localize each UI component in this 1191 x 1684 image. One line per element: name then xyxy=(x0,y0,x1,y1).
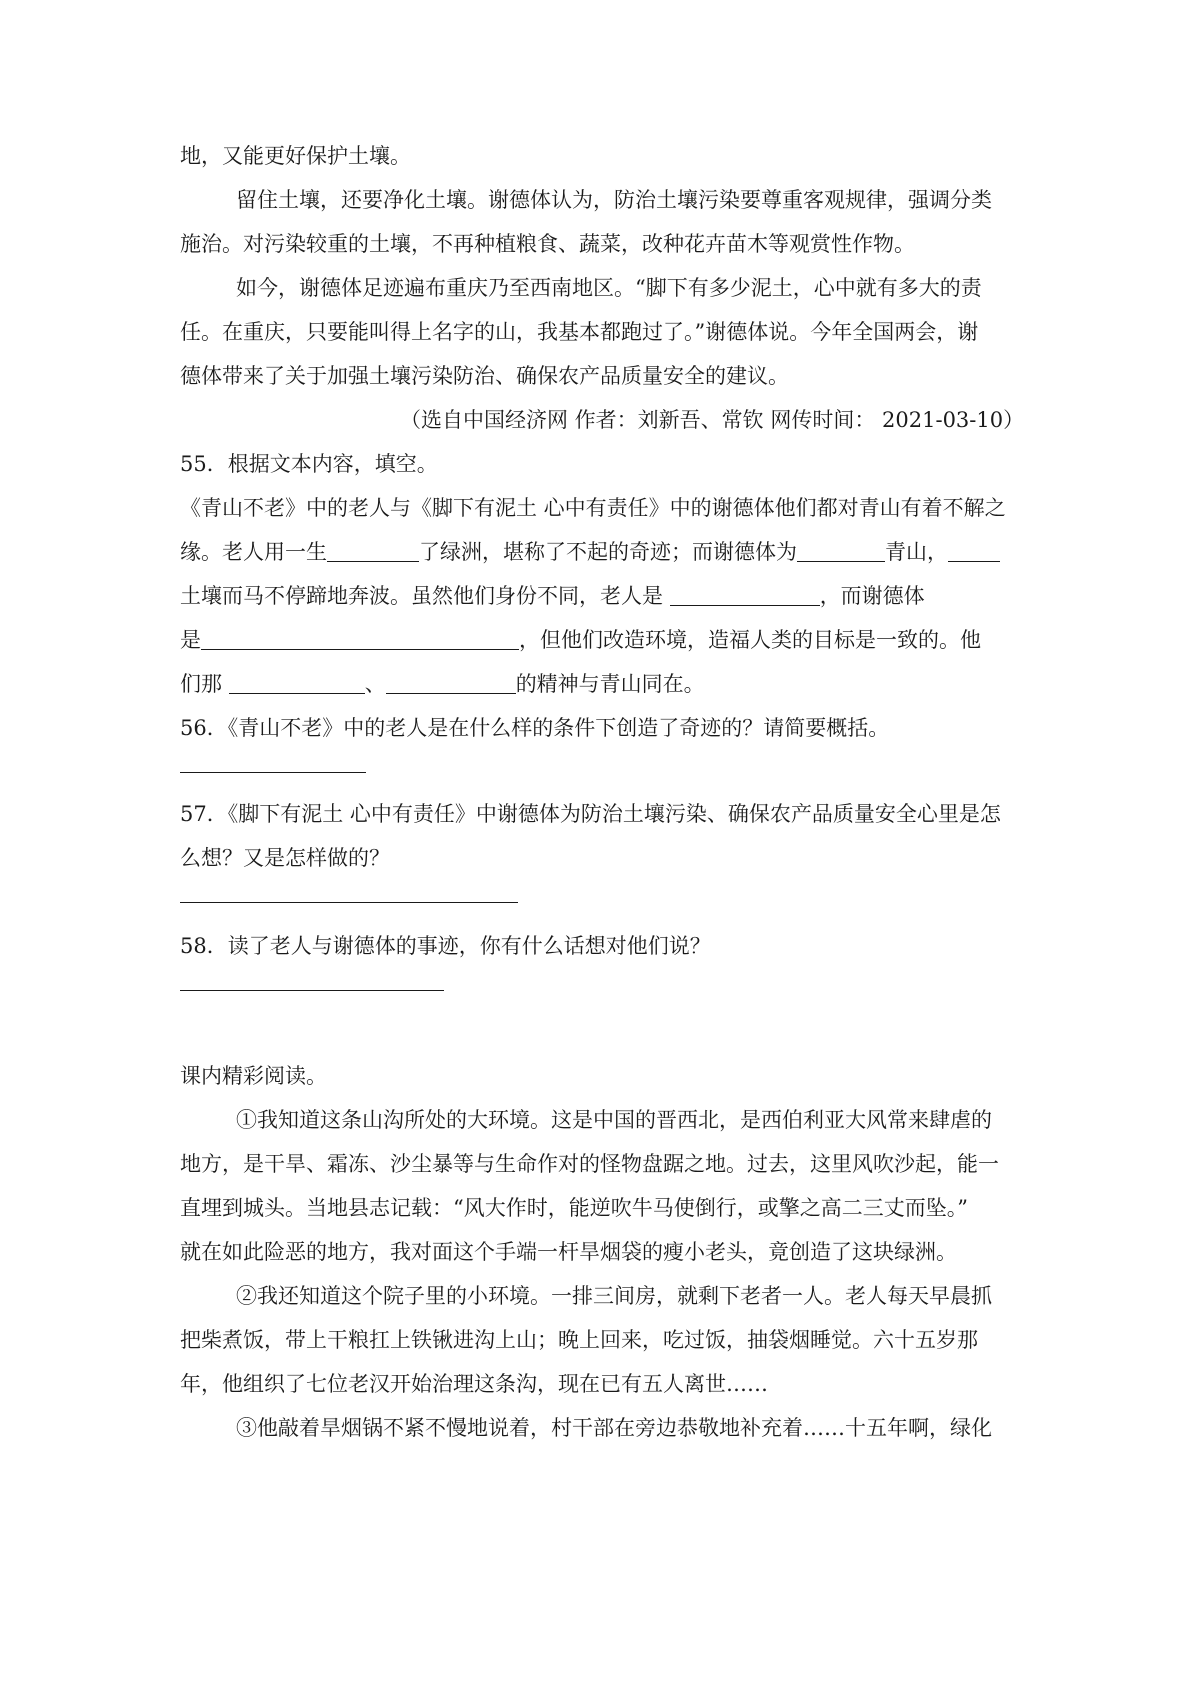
reading-line: 年，他组织了七位老汉开始治理这条沟，现在已有五人离世…… xyxy=(180,1372,768,1396)
fill-blank[interactable] xyxy=(670,585,820,606)
q55-text: 们那 xyxy=(180,672,229,696)
passage-a-line: 留住土壤，还要净化土壤。谢德体认为，防治土壤污染要尊重客观规律，强调分类 xyxy=(236,188,992,212)
answer-line[interactable] xyxy=(180,902,518,903)
answer-line[interactable] xyxy=(180,772,366,773)
fill-blank[interactable] xyxy=(797,541,885,562)
reading-line: ③他敲着旱烟锅不紧不慢地说着，村干部在旁边恭敬地补充着……十五年啊，绿化 xyxy=(236,1416,992,1440)
question-55-line xyxy=(180,538,1010,566)
source-citation: （选自中国经济网 作者：刘新吾、常钦 网传时间： 2021-03-10） xyxy=(400,408,1025,432)
q55-text: ，但他们改造环境，造福人类的目标是一致的。他 xyxy=(519,628,981,652)
fill-blank[interactable] xyxy=(386,673,516,694)
reading-line: 直埋到城头。当地县志记载：“风大作时，能逆吹牛马使倒行，或擎之高二三丈而坠。” xyxy=(180,1196,968,1220)
fill-blank[interactable] xyxy=(327,541,419,562)
q55-text: 了绿洲，堪称了不起的奇迹；而谢德体为 xyxy=(419,540,797,564)
fill-blank[interactable] xyxy=(201,629,519,650)
section-title: 课内精彩阅读。 xyxy=(180,1064,327,1088)
question-57-stem: 么想？又是怎样做的？ xyxy=(180,846,390,870)
q55-text: 、 xyxy=(364,672,386,696)
passage-a-line: 德体带来了关于加强土壤污染防治、确保农产品质量安全的建议。 xyxy=(180,364,789,388)
question-57-stem: 57．《脚下有泥土 心中有责任》中谢德体为防治土壤污染、确保农产品质量安全心里是怎 xyxy=(180,802,1001,826)
q55-text: 是 xyxy=(180,628,201,652)
q55-text: 土壤而马不停蹄地奔波。虽然他们身份不同，老人是 xyxy=(180,584,670,608)
question-58-stem: 58．读了老人与谢德体的事迹，你有什么话想对他们说？ xyxy=(180,934,711,958)
passage-a-line: 施治。对污染较重的土壤，不再种植粮食、蔬菜，改种花卉苗木等观赏性作物。 xyxy=(180,232,915,256)
reading-line: 把柴煮饭，带上干粮扛上铁锹进沟上山；晚上回来，吃过饭，抽袋烟睡觉。六十五岁那 xyxy=(180,1328,978,1352)
reading-line: ①我知道这条山沟所处的大环境。这是中国的晋西北，是西伯利亚大风常来肆虐的 xyxy=(236,1108,992,1132)
reading-line: 就在如此险恶的地方，我对面这个手端一杆旱烟袋的瘦小老头，竟创造了这块绿洲。 xyxy=(180,1240,957,1264)
reading-line: ②我还知道这个院子里的小环境。一排三间房，就剩下老者一人。老人每天早晨抓 xyxy=(236,1284,992,1308)
question-55-line: 《青山不老》中的老人与《脚下有泥土 心中有责任》中的谢德体他们都对青山有着不解之 xyxy=(180,496,1006,520)
q55-text: 缘。老人用一生 xyxy=(180,540,327,564)
passage-a-line: 任。在重庆，只要能叫得上名字的山，我基本都跑过了。”谢德体说。今年全国两会，谢 xyxy=(180,320,979,344)
fill-blank[interactable] xyxy=(229,673,365,694)
question-55-line xyxy=(180,670,1010,698)
q55-text: 青山， xyxy=(885,540,948,564)
reading-line: 地方，是干旱、霜冻、沙尘暴等与生命作对的怪物盘踞之地。过去，这里风吹沙起，能一 xyxy=(180,1152,999,1176)
passage-a-line: 地，又能更好保护土壤。 xyxy=(180,144,411,168)
fill-blank[interactable] xyxy=(948,541,1000,562)
question-55-line xyxy=(180,582,1010,610)
question-56-stem: 56．《青山不老》中的老人是在什么样的条件下创造了奇迹的？请简要概括。 xyxy=(180,716,890,740)
question-55-line xyxy=(180,626,1010,654)
q55-text: ，而谢德体 xyxy=(819,584,925,608)
q55-text: 的精神与青山同在。 xyxy=(515,672,705,696)
passage-a-line: 如今，谢德体足迹遍布重庆乃至西南地区。“脚下有多少泥土，心中就有多大的责 xyxy=(236,276,982,300)
question-55-stem: 55．根据文本内容，填空。 xyxy=(180,452,438,476)
answer-line[interactable] xyxy=(180,990,444,991)
